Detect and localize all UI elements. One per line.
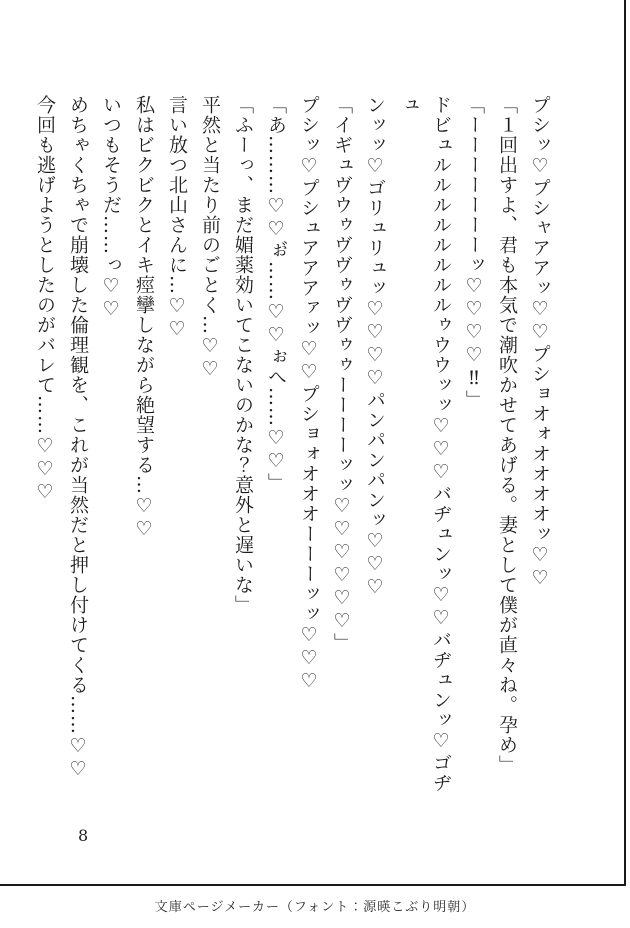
text-line: 言い放つ北山さんに…♡♡ xyxy=(166,95,188,341)
text-line: ンッッ♡ゴリュリュッ♡♡♡♡パンパンパンッ♡♡♡ xyxy=(364,95,386,599)
footer-credit: 文庫ページメーカー（フォント：源暎こぶり明朝） xyxy=(154,900,476,915)
vertical-text-block xyxy=(28,95,556,795)
text-line: 私はビクビクとイキ痙攣しながら絶望する…♡♡ xyxy=(133,95,155,541)
text-line: いつもそうだ……っ♡♡ xyxy=(100,95,122,321)
text-line: 今回も逃げようとしたのがバレて……♡♡♡ xyxy=(34,95,56,504)
text-line: めちゃくちゃで崩壊した倫理観を、これが当然だと押し付けてくる……♡♡ xyxy=(67,95,89,781)
text-line: 平然と当たり前のごとく…♡♡ xyxy=(199,95,221,381)
text-line: プシッ♡プシュアアアァッ♡♡プショォオオオーーーッッ♡♡♡ xyxy=(298,95,320,693)
page-number: 8 xyxy=(78,826,89,845)
text-line: プシッ♡プシャアアッ♡♡プショオォオオオオッ♡♡ xyxy=(529,95,551,590)
text-line: 「あ………♡♡ぉ゙……♡♡ぉへ……♡♡」 xyxy=(265,95,287,493)
text-line: 「１回出すよ、君も本気で潮吹かせてあげる。妻として僕が直々ね。孕め」 xyxy=(496,95,518,775)
text-line: 「イギュヴウゥヴヴゥヴヴゥゥーーーーッッ♡♡♡♡♡♡」 xyxy=(331,95,353,653)
text-line: 「ふーっ、まだ媚薬効いてこないのかな？意外と遅いな」 xyxy=(232,95,254,615)
text-line: ドビュルルルルルルルルゥウウッッ♡♡♡バヂュンッ♡♡バヂュンッ♡ゴヂュ xyxy=(397,95,452,793)
text-line: 「ーーーーーーーッ♡♡♡♡‼」 xyxy=(463,95,485,410)
